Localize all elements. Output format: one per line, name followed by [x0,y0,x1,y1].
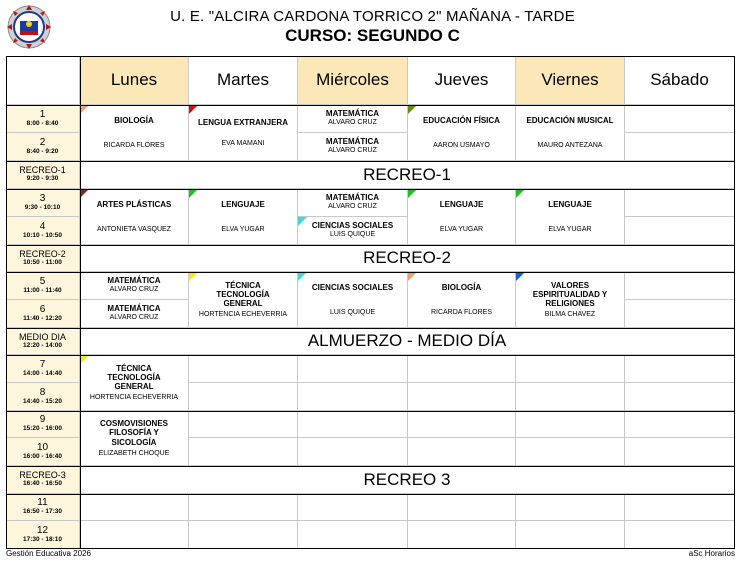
lesson-cell[interactable] [80,355,189,411]
school-title: U. E. "ALCIRA CARDONA TORRICO 2" MAÑANA - TARDE [170,8,575,25]
lesson-subject: TÉCNICA TECNOLOGÍA GENERAL [216,280,270,309]
lesson-teacher: AARON USMAYO [433,141,490,149]
lesson-subject: COSMOVISIONES FILOSOFÍA Y SICOLOGÍA [99,419,168,447]
grid-line [6,466,735,467]
lesson-cell[interactable] [80,300,189,328]
timetable-grid [6,56,735,549]
lesson-cell[interactable] [516,272,625,328]
empty-slot[interactable] [408,355,516,383]
lesson-teacher: BILMA CHAVEZ [544,311,596,319]
empty-slot[interactable] [516,494,625,521]
day-header-jueves: Jueves [408,56,516,105]
empty-slot[interactable] [625,133,735,161]
empty-slot[interactable] [625,383,735,411]
lesson-cell[interactable] [298,217,408,245]
empty-slot[interactable] [625,105,735,133]
empty-slot[interactable] [516,383,625,411]
grid-line [6,272,735,273]
empty-slot[interactable] [625,494,735,521]
grid-line [6,411,735,412]
lesson-subject: BIOLOGÍA [114,116,154,126]
subject-color-marker [516,272,525,281]
lesson-subject: EDUCACIÓN FÍSICA [423,116,500,126]
empty-slot[interactable] [298,521,408,549]
lesson-teacher: ELVA YUGAR [439,225,484,233]
subject-color-marker [408,272,417,281]
footer-right: aSc Horarios [688,549,735,558]
period-2: 2 8:40 - 9:20 [6,133,80,161]
subject-color-marker [408,105,417,114]
period-7: 7 14:00 - 14:40 [6,355,80,383]
empty-slot[interactable] [189,438,298,466]
lesson-teacher: ALVARO CRUZ [328,146,377,154]
lesson-subject: CIENCIAS SOCIALES [311,283,394,293]
subject-color-marker [189,272,198,281]
lesson-subject: LENGUAJE [439,200,484,210]
period-medio-dia: MEDIO DIA 12:20 - 14:00 [6,328,80,355]
day-header-martes: Martes [189,56,298,105]
empty-slot[interactable] [625,189,735,217]
empty-slot[interactable] [408,411,516,438]
lesson-subject: VALORES ESPIRITUALIDAD Y RELIGIONES [532,280,608,309]
lesson-cell[interactable] [408,189,516,245]
empty-slot[interactable] [516,411,625,438]
empty-slot[interactable] [516,438,625,466]
lesson-subject: MATEMÁTICA [325,109,380,119]
subject-color-marker [516,189,525,198]
lesson-teacher: RICARDA FLORES [103,141,165,149]
period-recreo-1: RECREO-1 9:20 - 9:30 [6,161,80,189]
lesson-cell[interactable] [189,189,298,245]
day-header-miercoles: Miércoles [298,56,408,105]
empty-slot[interactable] [298,494,408,521]
lesson-cell[interactable] [80,105,189,161]
subject-color-marker [189,105,198,114]
grid-line [6,494,735,495]
subject-color-marker [298,217,307,226]
period-recreo-2: RECREO-2 10:50 - 11:00 [6,245,80,272]
lesson-teacher: ALVARO CRUZ [328,202,377,210]
empty-slot[interactable] [189,411,298,438]
grid-line [6,161,735,162]
period-12: 12 17:30 - 18:10 [6,521,80,549]
empty-slot[interactable] [408,494,516,521]
day-header-sabado: Sábado [625,56,735,105]
empty-slot[interactable] [298,383,408,411]
grid-line [80,56,81,549]
subject-color-marker [80,105,89,114]
subject-color-marker [80,189,89,198]
empty-slot[interactable] [516,355,625,383]
lesson-cell[interactable] [80,189,189,245]
period-4: 4 10:10 - 10:50 [6,217,80,245]
empty-slot[interactable] [625,300,735,328]
subject-color-marker [298,272,307,281]
lesson-cell[interactable] [298,105,408,133]
empty-slot[interactable] [408,521,516,549]
lesson-cell[interactable] [189,272,298,328]
lesson-cell[interactable] [298,189,408,217]
lesson-subject: LENGUAJE [548,200,592,210]
empty-slot[interactable] [80,494,189,521]
empty-slot[interactable] [625,272,735,300]
lesson-teacher: LUIS QUIQUE [329,230,376,238]
lesson-cell[interactable] [298,272,408,328]
lesson-teacher: ELVA YUGAR [548,225,592,233]
lesson-cell[interactable] [408,105,516,161]
empty-slot[interactable] [189,494,298,521]
period-11: 11 16:50 - 17:30 [6,494,80,521]
empty-slot[interactable] [189,355,298,383]
lesson-subject: MATEMÁTICA [107,276,161,286]
lesson-subject: ARTES PLÁSTICAS [96,200,172,210]
lesson-subject: MATEMÁTICA [107,304,161,314]
break-recreo-3: RECREO 3 [80,466,735,494]
period-5: 5 11:00 - 11:40 [6,272,80,300]
lesson-teacher: HORTENCIA ECHEVERRIA [198,311,288,319]
footer-left: Gestión Educativa 2026 [6,549,91,558]
grid-line [6,105,735,106]
lesson-teacher: ELIZABETH CHOQUE [98,449,170,457]
lesson-teacher: EVA MAMANI [221,139,265,147]
lesson-cell[interactable] [298,133,408,161]
lesson-cell[interactable] [80,411,189,466]
lesson-teacher: LUIS QUIQUE [329,308,376,316]
lesson-subject: MATEMÁTICA [325,137,380,147]
lesson-teacher: RICARDA FLORES [430,308,493,316]
day-header-lunes: Lunes [80,56,189,105]
lesson-subject: LENGUAJE [221,200,265,210]
corner-cell [6,56,80,105]
lesson-subject: CIENCIAS SOCIALES [311,221,394,231]
empty-slot[interactable] [625,217,735,245]
lesson-teacher: ALVARO CRUZ [109,313,159,321]
lesson-subject: EDUCACIÓN MUSICAL [526,116,614,126]
period-10: 10 16:00 - 16:40 [6,438,80,466]
lesson-teacher: ELVA YUGAR [221,225,265,233]
period-8: 8 14:40 - 15:20 [6,383,80,411]
lesson-cell[interactable] [80,272,189,300]
grid-line [6,328,735,329]
empty-slot[interactable] [189,383,298,411]
empty-slot[interactable] [625,438,735,466]
lesson-subject: MATEMÁTICA [325,193,380,203]
empty-slot[interactable] [80,521,189,549]
lesson-teacher: HORTENCIA ECHEVERRIA [89,394,179,402]
lesson-teacher: ALVARO CRUZ [328,118,377,126]
day-header-viernes: Viernes [516,56,625,105]
lesson-cell[interactable] [516,105,625,161]
empty-slot[interactable] [625,521,735,549]
period-recreo-3: RECREO-3 16:40 - 16:50 [6,466,80,494]
break-recreo-1: RECREO-1 [80,161,735,189]
empty-slot[interactable] [189,521,298,549]
course-title: CURSO: SEGUNDO C [285,26,460,45]
break-almuerzo: ALMUERZO - MEDIO DÍA [80,328,735,355]
empty-slot[interactable] [516,521,625,549]
empty-slot[interactable] [408,438,516,466]
grid-line [6,245,735,246]
subject-color-marker [80,355,89,364]
empty-slot[interactable] [625,411,735,438]
lesson-subject: TÉCNICA TECNOLOGÍA GENERAL [107,363,161,392]
empty-slot[interactable] [298,411,408,438]
lesson-teacher: ALVARO CRUZ [109,285,159,293]
empty-slot[interactable] [625,355,735,383]
period-3: 3 9:30 - 10:10 [6,189,80,217]
lesson-subject: BIOLOGÍA [441,283,482,293]
lesson-cell[interactable] [189,105,298,161]
empty-slot[interactable] [298,355,408,383]
period-9: 9 15:20 - 16:00 [6,411,80,438]
lesson-teacher: ANTONIETA VASQUEZ [97,225,171,233]
lesson-cell[interactable] [516,189,625,245]
lesson-teacher: MAURO ANTEZANA [537,141,603,149]
subject-color-marker [189,189,198,198]
period-6: 6 11:40 - 12:20 [6,300,80,328]
grid-line [6,355,735,356]
lesson-cell[interactable] [408,272,516,328]
empty-slot[interactable] [298,438,408,466]
lesson-subject: LENGUA EXTRANJERA [198,118,288,128]
period-1: 1 8:00 - 8:40 [6,105,80,133]
empty-slot[interactable] [408,383,516,411]
break-recreo-2: RECREO-2 [80,245,735,272]
grid-line [6,189,735,190]
subject-color-marker [408,189,417,198]
